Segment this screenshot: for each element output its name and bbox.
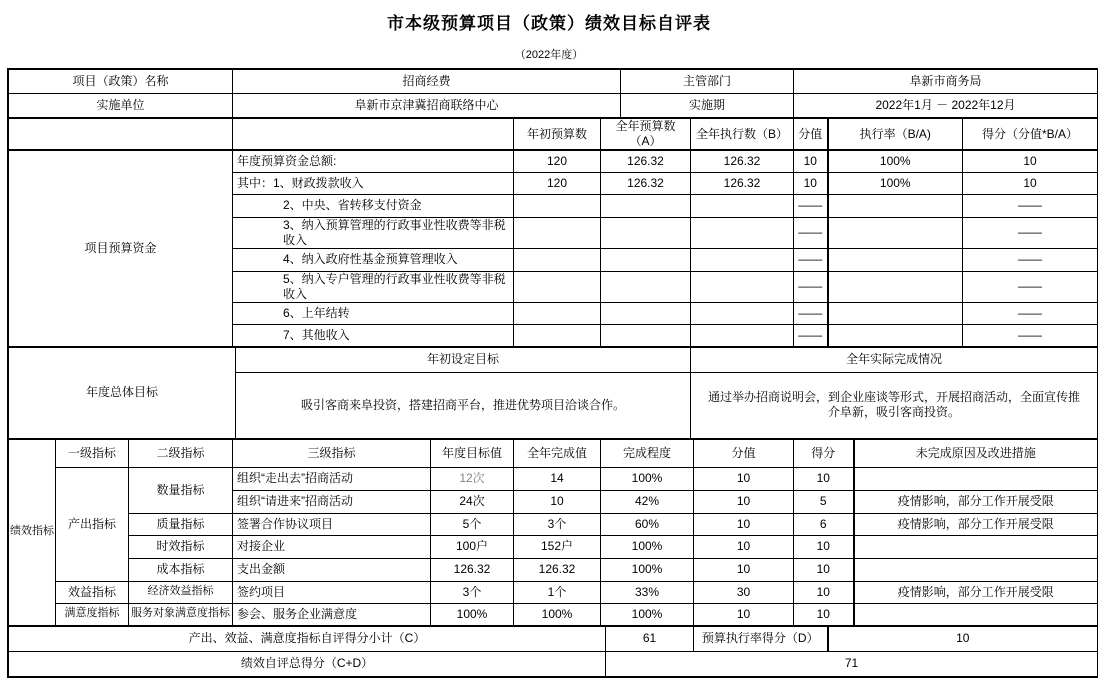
table-subtitle: （2022年度）	[514, 49, 584, 61]
budget-row-label: 6、上年结转	[233, 302, 514, 324]
indicator-degree: 33%	[601, 581, 694, 603]
budget-initial	[514, 324, 601, 346]
indicator-reason: 疫情影响，部分工作开展受限	[854, 513, 1098, 535]
budget-executed	[691, 194, 794, 217]
indicator-score: 10	[794, 558, 854, 581]
period-label: 实施期	[621, 94, 794, 118]
budget-annual	[601, 302, 691, 324]
budget-score: ——	[963, 217, 1098, 248]
indicator-done: 100%	[514, 603, 601, 625]
indicator-score: 6	[794, 513, 854, 535]
budget-initial	[514, 248, 601, 271]
indicator-done: 3个	[514, 513, 601, 535]
actual-goal-header: 全年实际完成情况	[691, 347, 1098, 372]
budget-row-label: 年度预算资金总额:	[233, 150, 514, 172]
basic-info-table	[8, 69, 1098, 118]
indicator-target: 24次	[431, 490, 514, 513]
budget-score: ——	[963, 248, 1098, 271]
budget-score: ——	[963, 271, 1098, 302]
indicator-level3: 对接企业	[233, 535, 431, 558]
indicator-target: 3个	[431, 581, 514, 603]
indicator-target: 5个	[431, 513, 514, 535]
header-level1: 一级指标	[56, 439, 129, 467]
budget-corner-cell	[233, 119, 514, 151]
budget-score: ——	[963, 324, 1098, 346]
budget-initial	[514, 271, 601, 302]
budget-rate	[828, 271, 963, 302]
indicator-score: 10	[794, 535, 854, 558]
budget-score: 10	[963, 150, 1098, 172]
total-score-label: 绩效自评总得分（C+D）	[9, 651, 606, 676]
budget-row-label: 7、其他收入	[233, 324, 514, 346]
budget-header-weight: 分值	[794, 119, 828, 151]
indicator-weight: 10	[694, 467, 794, 490]
level2-timeliness: 时效指标	[129, 535, 233, 558]
budget-row-label: 5、纳入专户管理的行政事业性收费等非税收入	[233, 271, 514, 302]
budget-rate: 100%	[828, 172, 963, 194]
header-weight: 分值	[694, 439, 794, 467]
budget-annual: 126.32	[601, 150, 691, 172]
level2-economic-benefit: 经济效益指标	[129, 581, 233, 603]
budget-weight: ——	[794, 302, 828, 324]
budget-initial	[514, 194, 601, 217]
indicators-section-label: 绩效指标	[9, 439, 56, 625]
dept-value: 阜新市商务局	[794, 70, 1098, 94]
budget-rate: 100%	[828, 150, 963, 172]
header-score: 得分	[794, 439, 854, 467]
actual-goal-text: 通过举办招商说明会，到企业座谈等形式，开展招商活动，全面宣传推介阜新，吸引客商投资。	[691, 372, 1098, 438]
indicator-weight: 10	[694, 558, 794, 581]
budget-annual	[601, 194, 691, 217]
unit-value: 阜新市京津冀招商联络中心	[233, 94, 621, 118]
indicator-weight: 10	[694, 490, 794, 513]
indicator-level3: 组织“走出去”招商活动	[233, 467, 431, 490]
budget-annual: 126.32	[601, 172, 691, 194]
total-score-value: 71	[606, 651, 1098, 676]
budget-score: 10	[963, 172, 1098, 194]
budget-row-label: 3、纳入预算管理的行政事业性收费等非税收入	[233, 217, 514, 248]
unit-label: 实施单位	[9, 94, 233, 118]
indicator-row	[9, 558, 1098, 581]
indicator-reason	[854, 558, 1098, 581]
budget-header-annual: 全年预算数（A）	[601, 119, 691, 151]
budget-executed	[691, 217, 794, 248]
indicator-done: 126.32	[514, 558, 601, 581]
budget-rate	[828, 324, 963, 346]
budget-table	[8, 118, 1098, 347]
indicator-score: 10	[794, 603, 854, 625]
indicator-reason	[854, 535, 1098, 558]
budget-header-rate: 执行率（B/A)	[828, 119, 963, 151]
budget-annual	[601, 324, 691, 346]
budget-weight: 10	[794, 150, 828, 172]
indicator-degree: 60%	[601, 513, 694, 535]
budget-rate	[828, 302, 963, 324]
level2-quantity: 数量指标	[129, 467, 233, 513]
indicator-row	[9, 467, 1098, 490]
budget-initial	[514, 302, 601, 324]
indicator-score: 10	[794, 581, 854, 603]
summary-table	[8, 626, 1098, 677]
indicator-weight: 30	[694, 581, 794, 603]
budget-header-executed: 全年执行数（B）	[691, 119, 794, 151]
budget-rate	[828, 217, 963, 248]
indicator-score: 5	[794, 490, 854, 513]
budget-annual	[601, 248, 691, 271]
budget-executed	[691, 324, 794, 346]
budget-executed: 126.32	[691, 172, 794, 194]
annual-goal-section-label: 年度总体目标	[9, 347, 236, 438]
level1-satisfaction: 满意度指标	[56, 603, 129, 625]
budget-section-label: 项目预算资金	[9, 150, 233, 346]
header-degree: 完成程度	[601, 439, 694, 467]
budget-executed: 126.32	[691, 150, 794, 172]
budget-header-initial: 年初预算数	[514, 119, 601, 151]
project-name-label: 项目（政策）名称	[9, 70, 233, 94]
budget-annual	[601, 217, 691, 248]
indicator-degree: 42%	[601, 490, 694, 513]
indicator-done: 152户	[514, 535, 601, 558]
indicator-reason	[854, 467, 1098, 490]
indicator-level3: 参会、服务企业满意度	[233, 603, 431, 625]
budget-executed	[691, 271, 794, 302]
indicator-reason: 疫情影响，部分工作开展受限	[854, 581, 1098, 603]
indicator-done: 10	[514, 490, 601, 513]
header-target: 年度目标值	[431, 439, 514, 467]
budget-weight: 10	[794, 172, 828, 194]
period-value: 2022年1月 － 2022年12月	[794, 94, 1098, 118]
indicator-degree: 100%	[601, 603, 694, 625]
table-title: 市本级预算项目（政策）绩效目标自评表	[387, 14, 711, 33]
header-level3: 三级指标	[233, 439, 431, 467]
indicator-degree: 100%	[601, 535, 694, 558]
level2-quality: 质量指标	[129, 513, 233, 535]
indicator-degree: 100%	[601, 558, 694, 581]
indicator-weight: 10	[694, 535, 794, 558]
indicator-target: 100户	[431, 535, 514, 558]
budget-weight: ——	[794, 324, 828, 346]
project-name-value: 招商经费	[233, 70, 621, 94]
budget-corner-cell	[9, 119, 233, 151]
indicator-level3: 签署合作协议项目	[233, 513, 431, 535]
indicator-done: 14	[514, 467, 601, 490]
budget-rate	[828, 248, 963, 271]
budget-rate	[828, 194, 963, 217]
header-done: 全年完成值	[514, 439, 601, 467]
indicator-row	[9, 603, 1098, 625]
indicators-table	[8, 439, 1098, 626]
budget-score-label: 预算执行率得分（D）	[694, 626, 828, 651]
annual-goal-table	[8, 347, 1098, 439]
indicator-target: 100%	[431, 603, 514, 625]
indicator-degree: 100%	[601, 467, 694, 490]
indicator-score: 10	[794, 467, 854, 490]
indicator-level3: 签约项目	[233, 581, 431, 603]
header-reason: 未完成原因及改进措施	[854, 439, 1098, 467]
budget-row-label: 其中：1、财政拨款收入	[233, 172, 514, 194]
budget-initial: 120	[514, 150, 601, 172]
indicator-weight: 10	[694, 603, 794, 625]
budget-initial	[514, 217, 601, 248]
budget-row-label: 2、中央、省转移支付资金	[233, 194, 514, 217]
budget-executed	[691, 248, 794, 271]
indicator-done: 1个	[514, 581, 601, 603]
indicator-reason	[854, 603, 1098, 625]
indicator-level3: 组织“请进来”招商活动	[233, 490, 431, 513]
planned-goal-text: 吸引客商来阜投资，搭建招商平台，推进优势项目洽谈合作。	[236, 372, 691, 438]
indicator-row	[9, 513, 1098, 535]
indicator-reason: 疫情影响，部分工作开展受限	[854, 490, 1098, 513]
indicator-weight: 10	[694, 513, 794, 535]
budget-score: ——	[963, 194, 1098, 217]
budget-annual	[601, 271, 691, 302]
level1-benefit: 效益指标	[56, 581, 129, 603]
budget-weight: ——	[794, 217, 828, 248]
header-level2: 二级指标	[129, 439, 233, 467]
subtotal-value: 61	[606, 626, 694, 651]
budget-header-score: 得分（分值*B/A）	[963, 119, 1098, 151]
level1-output: 产出指标	[56, 467, 129, 581]
indicator-target: 12次	[431, 467, 514, 490]
level2-cost: 成本指标	[129, 558, 233, 581]
budget-row	[9, 150, 1098, 172]
indicator-target: 126.32	[431, 558, 514, 581]
budget-initial: 120	[514, 172, 601, 194]
level2-service-satisfaction: 服务对象满意度指标	[129, 603, 233, 625]
budget-weight: ——	[794, 248, 828, 271]
subtotal-label: 产出、效益、满意度指标自评得分小计（C）	[9, 626, 606, 651]
budget-weight: ——	[794, 194, 828, 217]
budget-row-label: 4、纳入政府性基金预算管理收入	[233, 248, 514, 271]
planned-goal-header: 年初设定目标	[236, 347, 691, 372]
indicator-level3: 支出金额	[233, 558, 431, 581]
indicator-row	[9, 535, 1098, 558]
dept-label: 主管部门	[621, 70, 794, 94]
budget-weight: ——	[794, 271, 828, 302]
self-evaluation-table	[7, 68, 1098, 678]
indicator-row	[9, 581, 1098, 603]
budget-executed	[691, 302, 794, 324]
budget-score: ——	[963, 302, 1098, 324]
budget-score-value: 10	[828, 626, 1098, 651]
